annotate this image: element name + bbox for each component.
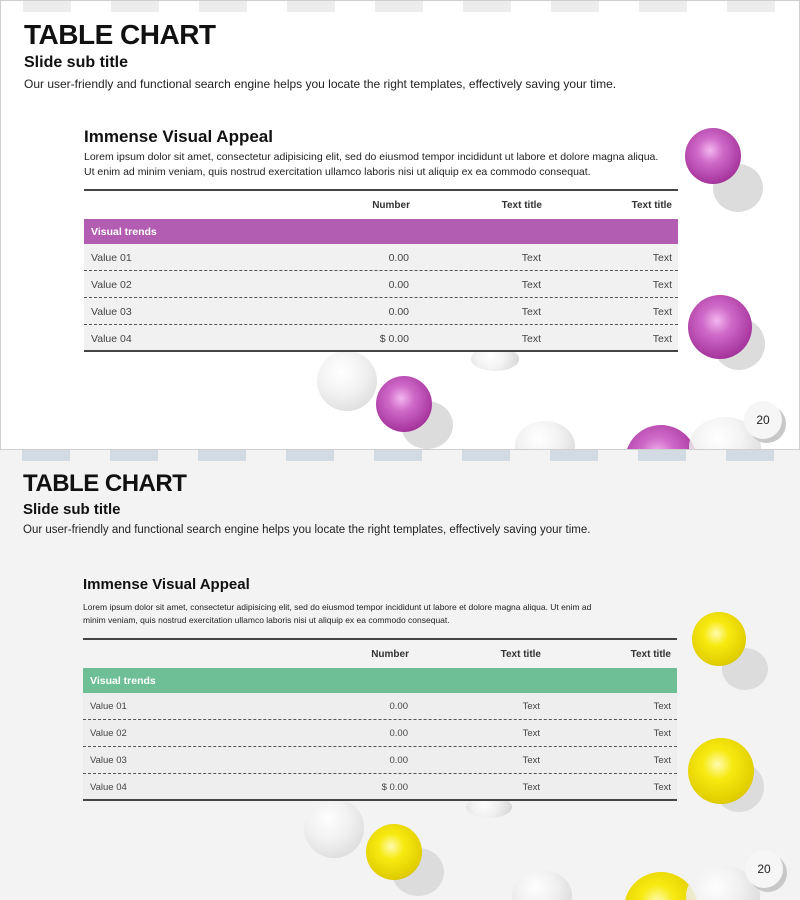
table-cell: Text [521,252,541,264]
table-cell: 0.00 [389,728,408,739]
table-cell: Text [522,701,540,712]
table-cell: Value 01 [91,252,132,264]
decorative-sphere [512,870,572,900]
group-label: Visual trends [91,226,157,238]
slide-description: Our user-friendly and functional search engine helps you locate the right templates, effectively saving your time. [24,77,617,91]
slide-title: TABLE CHART [24,19,216,50]
table-cell: Value 02 [91,279,132,291]
table-cell: Text [653,701,671,712]
slide-title: TABLE CHART [23,470,187,497]
table-row [84,271,678,298]
slide-description: Our user-friendly and functional search engine helps you locate the right templates, effectively saving your time. [23,524,591,536]
table-group-band [83,668,677,693]
slide-subtitle: Slide sub title [24,54,129,71]
table-row [84,244,678,271]
table-group-band [84,219,678,244]
table-cell: Value 01 [90,701,127,712]
data-table [84,189,678,352]
table-cell: Value 03 [91,306,132,318]
decorative-sphere [366,824,422,880]
table-row [83,747,677,774]
column-header: Text title [500,649,541,660]
decorative-sphere [317,351,377,411]
decorative-sphere [688,295,752,359]
header-stripes [0,450,800,461]
table-cell: Text [653,728,671,739]
column-header: Text title [631,200,672,211]
column-header: Number [372,200,410,211]
table-cell: Text [652,333,672,345]
table-cell: $ 0.00 [379,333,409,345]
block-text: Lorem ipsum dolor sit amet, consectetur adipisicing elit, sed do eiusmod tempor incididunt ut labore et dolore magna aliqua. Ut enim ad minim veniam, quis nostrud exercitation ullamco laboris nisi ut aliquip ex ea commodo consequat. [83,602,592,625]
block-heading: Immense Visual Appeal [84,127,273,146]
table-cell: Value 03 [90,755,127,766]
table-row [83,774,677,801]
decorative-sphere [376,376,432,432]
table-cell: Value 02 [90,728,127,739]
table-cell: 0.00 [388,306,409,318]
decorative-sphere [692,612,746,666]
decorative-sphere [625,425,697,450]
page-number: 20 [744,401,782,439]
table-cell: Text [652,306,672,318]
table-cell: Text [521,279,541,291]
table-cell: Text [652,252,672,264]
column-header: Text title [630,649,671,660]
table-cell: Value 04 [91,333,132,345]
table-cell: 0.00 [388,252,409,264]
table-row [83,693,677,720]
table-cell: Value 04 [90,782,127,793]
table-header-row [84,191,678,219]
table-cell: Text [522,782,540,793]
block-text: Lorem ipsum dolor sit amet, consectetur adipisicing elit, sed do eiusmod tempor incididunt ut labore et dolore magna aliqua. Ut enim ad minim veniam, quis nostrud exercitation ullamco laboris nisi ut aliquip ex ea commodo consequat. [84,151,659,178]
decorative-sphere [685,128,741,184]
table-cell: Text [521,333,541,345]
table-cell: Text [653,782,671,793]
header-stripes [1,1,800,12]
table-cell: $ 0.00 [381,782,408,793]
slide-subtitle: Slide sub title [23,501,121,518]
table-row [83,720,677,747]
slide-green [0,450,800,900]
table-cell: Text [652,279,672,291]
decorative-sphere [515,421,575,450]
table-cell: Text [522,755,540,766]
group-label: Visual trends [90,675,156,687]
block-heading: Immense Visual Appeal [83,576,250,593]
table-cell: Text [522,728,540,739]
decorative-sphere [304,798,364,858]
decorative-sphere [688,738,754,804]
table-cell: Text [521,306,541,318]
table-header-row [83,640,677,668]
table-cell: 0.00 [389,755,408,766]
table-cell: 0.00 [389,701,408,712]
column-header: Text title [501,200,542,211]
table-row [84,325,678,352]
table-cell: 0.00 [388,279,409,291]
table-cell: Text [653,755,671,766]
data-table [83,638,677,801]
table-row [84,298,678,325]
page-number: 20 [745,850,783,888]
column-header: Number [371,649,409,660]
